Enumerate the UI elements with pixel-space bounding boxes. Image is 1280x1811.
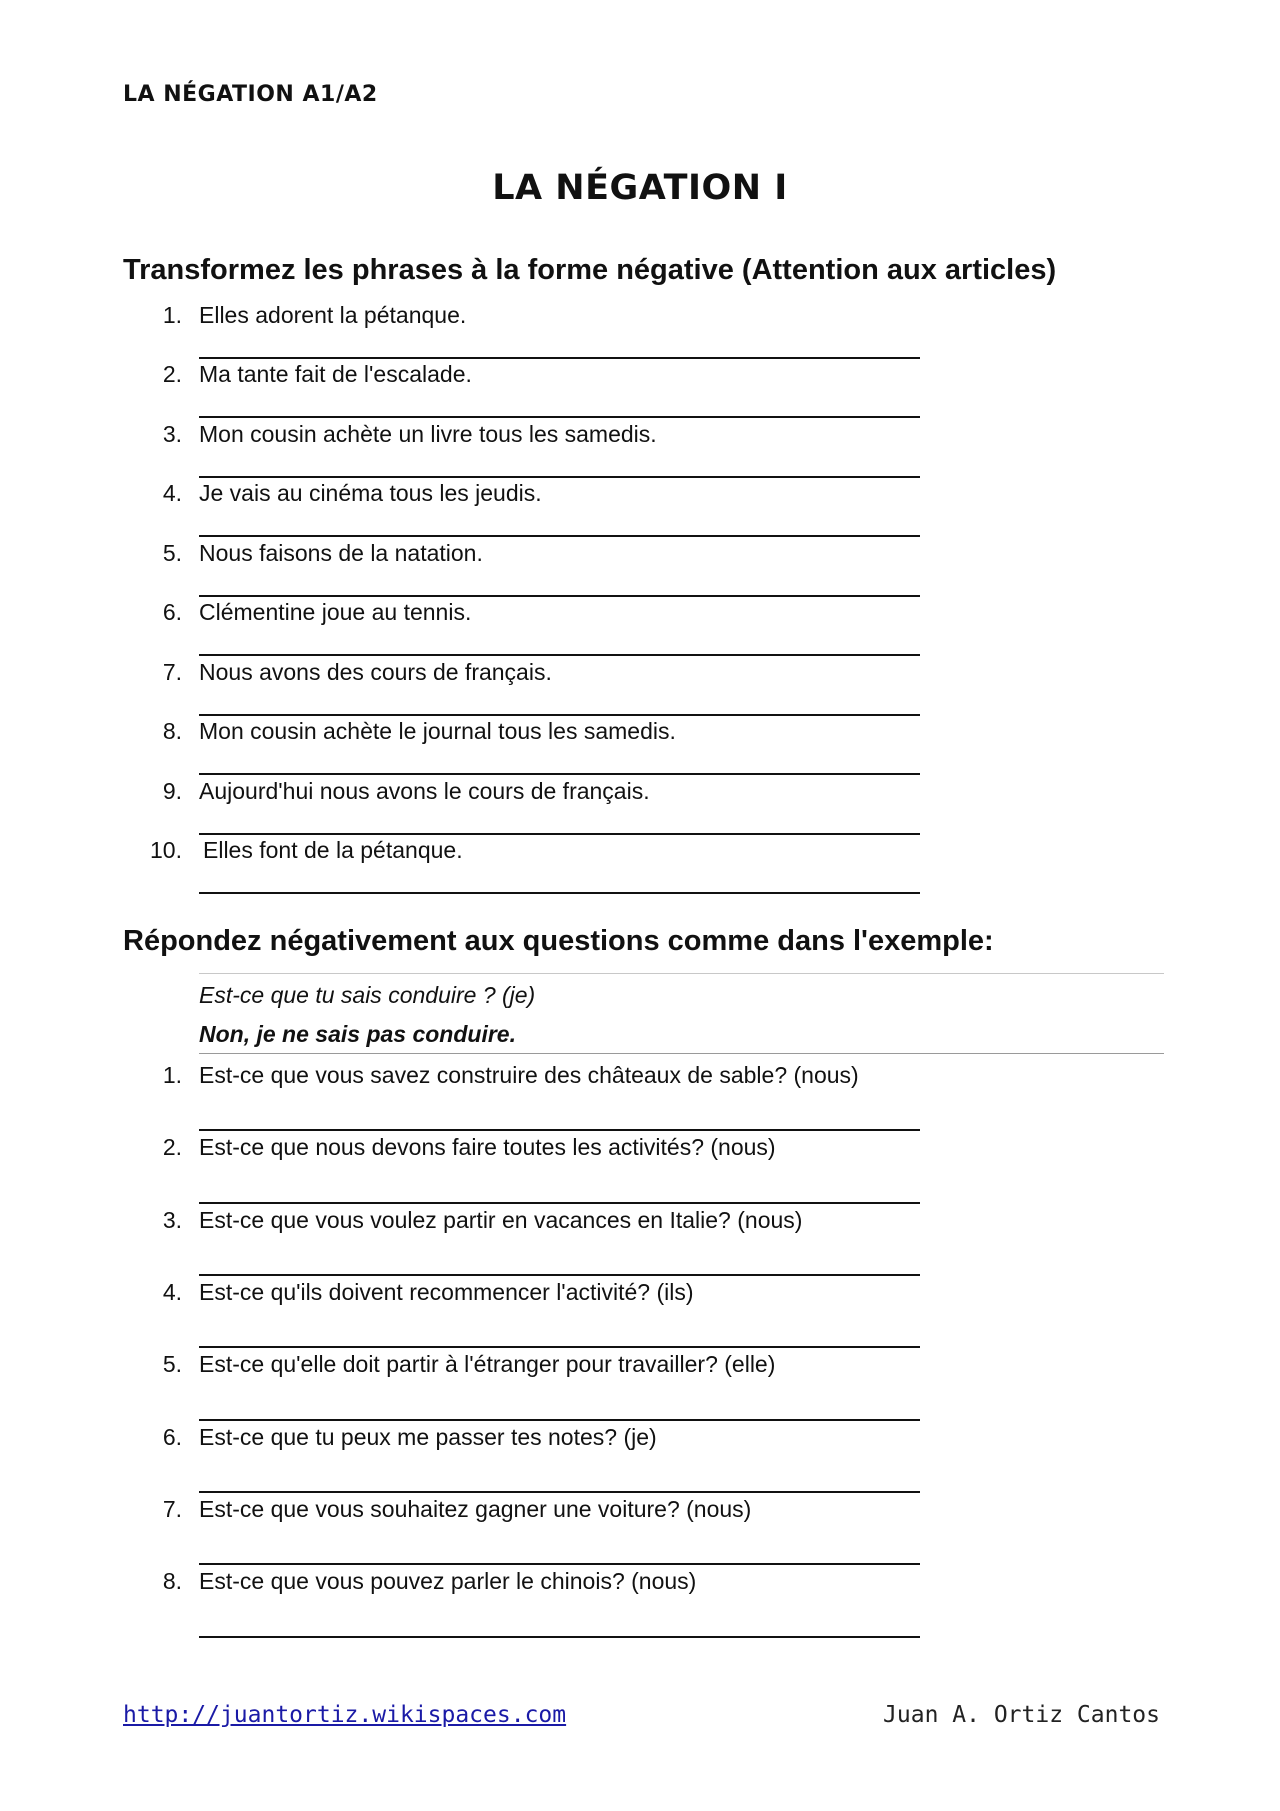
answer-line[interactable] (199, 1563, 920, 1565)
item-number: 1. (162, 1062, 182, 1088)
item-text: Est-ce qu'ils doivent recommencer l'activité? (ils) (199, 1279, 694, 1305)
item-number: 5. (162, 540, 182, 566)
item-number: 8. (162, 718, 182, 744)
list-item (0, 361, 1280, 401)
list-item (0, 599, 1280, 639)
answer-line[interactable] (199, 535, 920, 537)
answer-line[interactable] (199, 416, 920, 418)
list-item (0, 302, 1280, 342)
item-number: 5. (162, 1351, 182, 1377)
list-item (0, 1568, 1280, 1608)
item-text: Je vais au cinéma tous les jeudis. (199, 480, 542, 506)
item-number: 6. (162, 1424, 182, 1450)
list-item (0, 540, 1280, 580)
item-text: Est-ce que vous savez construire des châteaux de sable? (nous) (199, 1062, 859, 1088)
answer-line[interactable] (199, 714, 920, 716)
section1-heading: Transformez les phrases à la forme négative (Attention aux articles) (123, 254, 1057, 286)
answer-line[interactable] (199, 1202, 920, 1204)
item-text: Est-ce que nous devons faire toutes les activités? (nous) (199, 1134, 776, 1160)
list-item (0, 1424, 1280, 1464)
list-item (0, 1351, 1280, 1391)
item-number: 4. (162, 1279, 182, 1305)
answer-line[interactable] (199, 654, 920, 656)
list-item (0, 837, 1280, 877)
item-text: Mon cousin achète un livre tous les samedis. (199, 421, 657, 447)
item-text: Est-ce qu'elle doit partir à l'étranger pour travailler? (elle) (199, 1351, 776, 1377)
item-number: 4. (162, 480, 182, 506)
item-text: Elles font de la pétanque. (203, 837, 463, 863)
answer-line[interactable] (199, 773, 920, 775)
list-item (0, 1062, 1280, 1102)
footer-link[interactable]: http://juantortiz.wikispaces.com (123, 1702, 567, 1728)
answer-line[interactable] (199, 1129, 920, 1131)
answer-line[interactable] (199, 833, 920, 835)
header-label: LA NÉGATION A1/A2 (123, 82, 378, 107)
item-number: 7. (162, 659, 182, 685)
item-text: Aujourd'hui nous avons le cours de français. (199, 778, 650, 804)
item-number: 9. (162, 778, 182, 804)
example-answer: Non, je ne sais pas conduire. (199, 1021, 516, 1047)
item-text: Elles adorent la pétanque. (199, 302, 467, 328)
answer-line[interactable] (199, 595, 920, 597)
item-text: Ma tante fait de l'escalade. (199, 361, 472, 387)
item-number: 1. (162, 302, 182, 328)
answer-line[interactable] (199, 357, 920, 359)
item-number: 6. (162, 599, 182, 625)
footer-author: Juan A. Ortiz Cantos (883, 1702, 1160, 1728)
answer-line[interactable] (199, 476, 920, 478)
item-number: 2. (162, 361, 182, 387)
item-number: 8. (162, 1568, 182, 1594)
item-text: Est-ce que vous pouvez parler le chinois? (nous) (199, 1568, 697, 1594)
answer-line[interactable] (199, 1419, 920, 1421)
list-item (0, 718, 1280, 758)
item-number: 3. (162, 1207, 182, 1233)
item-number: 3. (162, 421, 182, 447)
answer-line[interactable] (199, 892, 920, 894)
item-text: Nous avons des cours de français. (199, 659, 552, 685)
answer-line[interactable] (199, 1636, 920, 1638)
example-box (199, 973, 1164, 1054)
item-number: 10. (150, 837, 182, 863)
item-number: 2. (162, 1134, 182, 1160)
example-question: Est-ce que tu sais conduire ? (je) (199, 982, 536, 1008)
item-text: Mon cousin achète le journal tous les samedis. (199, 718, 676, 744)
item-number: 7. (162, 1496, 182, 1522)
list-item (0, 421, 1280, 461)
list-item (0, 480, 1280, 520)
list-item (0, 1496, 1280, 1536)
list-item (0, 778, 1280, 818)
item-text: Clémentine joue au tennis. (199, 599, 472, 625)
answer-line[interactable] (199, 1346, 920, 1348)
list-item (0, 1134, 1280, 1174)
answer-line[interactable] (199, 1491, 920, 1493)
page-title: LA NÉGATION I (492, 168, 788, 208)
section2-heading: Répondez négativement aux questions comme dans l'exemple: (123, 925, 994, 957)
list-item (0, 1207, 1280, 1247)
answer-line[interactable] (199, 1274, 920, 1276)
list-item (0, 659, 1280, 699)
item-text: Est-ce que tu peux me passer tes notes? (je) (199, 1424, 657, 1450)
item-text: Nous faisons de la natation. (199, 540, 483, 566)
item-text: Est-ce que vous souhaitez gagner une voiture? (nous) (199, 1496, 752, 1522)
item-text: Est-ce que vous voulez partir en vacances en Italie? (nous) (199, 1207, 803, 1233)
list-item (0, 1279, 1280, 1319)
